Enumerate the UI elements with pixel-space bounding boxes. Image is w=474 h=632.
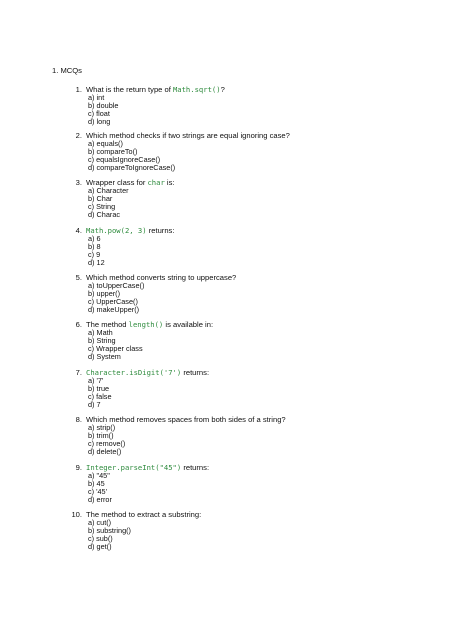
question-9 xyxy=(0,463,474,504)
answer-option: b) substring() xyxy=(88,526,131,535)
answer-option: a) '7' xyxy=(88,376,104,385)
answer-option: b) Char xyxy=(88,194,113,203)
answer-option: d) long xyxy=(88,117,111,126)
question-number: 8. xyxy=(75,415,82,424)
answer-option: c) false xyxy=(88,392,112,401)
question-line xyxy=(0,226,474,235)
question-text-plain: What is the return type of xyxy=(86,85,173,94)
question-text-plain: The method xyxy=(86,320,129,329)
answer-option: a) Math xyxy=(88,328,113,337)
question-text-plain: is: xyxy=(164,178,175,187)
answer-option: b) 8 xyxy=(88,242,101,251)
question-text-plain: returns: xyxy=(181,463,210,472)
question-text-plain: Which method removes spaces from both sides of a string? xyxy=(86,415,286,424)
question-line xyxy=(0,273,474,282)
inline-code: char xyxy=(147,178,165,187)
answer-option: b) compareTo() xyxy=(88,147,138,156)
answer-option: a) strip() xyxy=(88,423,116,432)
answer-option: b) upper() xyxy=(88,289,121,298)
question-2 xyxy=(0,131,474,172)
answer-option: c) String xyxy=(88,202,116,211)
answer-option: d) Charac xyxy=(88,210,121,219)
answer-option: c) float xyxy=(88,109,110,118)
question-number: 9. xyxy=(75,463,82,472)
inline-code: Integer.parseInt("45") xyxy=(86,463,182,472)
inline-code: Math.sqrt() xyxy=(172,85,221,94)
question-text xyxy=(86,368,209,377)
question-text-plain: returns: xyxy=(146,226,175,235)
question-line xyxy=(0,178,474,187)
question-5 xyxy=(0,273,474,314)
question-text xyxy=(86,510,201,519)
answer-option: c) sub() xyxy=(88,534,113,543)
question-number: 2. xyxy=(75,131,82,140)
question-text xyxy=(86,415,286,424)
answer-option: a) int xyxy=(88,93,105,102)
question-number: 6. xyxy=(75,320,82,329)
question-number: 7. xyxy=(75,368,82,377)
question-8 xyxy=(0,415,474,456)
question-7 xyxy=(0,368,474,409)
answer-option: d) makeUpper() xyxy=(88,305,140,314)
section-heading: 1. MCQs xyxy=(52,66,82,75)
answer-option: d) delete() xyxy=(88,447,122,456)
answer-option: c) '45' xyxy=(88,487,108,496)
answer-option: b) 45 xyxy=(88,479,105,488)
answer-option: c) Wrapper class xyxy=(88,344,143,353)
question-text xyxy=(86,131,290,140)
question-line xyxy=(0,510,474,519)
answer-option: b) double xyxy=(88,101,119,110)
question-text-plain: returns: xyxy=(181,368,210,377)
answer-option: d) error xyxy=(88,495,112,504)
answer-option: a) Character xyxy=(88,186,129,195)
question-text xyxy=(86,178,175,187)
answer-option: d) System xyxy=(88,352,121,361)
question-6 xyxy=(0,320,474,361)
question-number: 5. xyxy=(75,273,82,282)
question-text-plain: Which method converts string to uppercase? xyxy=(86,273,237,282)
question-text xyxy=(86,85,225,94)
inline-code: Math.pow(2, 3) xyxy=(86,226,147,235)
answer-option: b) String xyxy=(88,336,116,345)
question-line xyxy=(0,415,474,424)
question-text-plain: Wrapper class for xyxy=(86,178,148,187)
question-text-plain: Which method checks if two strings are equal ignoring case? xyxy=(86,131,290,140)
answer-option: c) equalsIgnoreCase() xyxy=(88,155,161,164)
answer-option: c) UpperCase() xyxy=(88,297,138,306)
question-4 xyxy=(0,226,474,267)
answer-option: d) get() xyxy=(88,542,112,551)
answer-option: c) 9 xyxy=(88,250,101,259)
question-number: 4. xyxy=(75,226,82,235)
question-number: 3. xyxy=(75,178,82,187)
question-number: 1. xyxy=(75,85,82,94)
answer-option: b) trim() xyxy=(88,431,114,440)
question-text xyxy=(86,320,213,329)
question-1 xyxy=(0,85,474,126)
question-line xyxy=(0,463,474,472)
answer-option: d) 12 xyxy=(88,258,105,267)
inline-code: Character.isDigit('7') xyxy=(86,368,182,377)
question-text xyxy=(86,273,236,282)
inline-code: length() xyxy=(128,320,164,329)
answer-option: c) remove() xyxy=(88,439,126,448)
question-line xyxy=(0,368,474,377)
answer-option: a) toUpperCase() xyxy=(88,281,145,290)
answer-option: b) true xyxy=(88,384,110,393)
question-number: 10. xyxy=(71,510,82,519)
answer-option: a) cut() xyxy=(88,518,112,527)
question-3 xyxy=(0,178,474,219)
answer-option: d) 7 xyxy=(88,400,101,409)
answer-option: d) compareToIgnoreCase() xyxy=(88,163,176,172)
question-text xyxy=(86,226,174,235)
answer-option: a) "45" xyxy=(88,471,110,480)
question-text xyxy=(86,463,209,472)
question-line xyxy=(0,320,474,329)
answer-option: a) equals() xyxy=(88,139,123,148)
answer-option: a) 6 xyxy=(88,234,101,243)
question-text-plain: ? xyxy=(220,85,225,94)
question-line xyxy=(0,131,474,140)
question-text-plain: The method to extract a substring: xyxy=(86,510,202,519)
question-10 xyxy=(0,510,474,551)
question-text-plain: is available in: xyxy=(163,320,214,329)
question-line xyxy=(0,85,474,94)
